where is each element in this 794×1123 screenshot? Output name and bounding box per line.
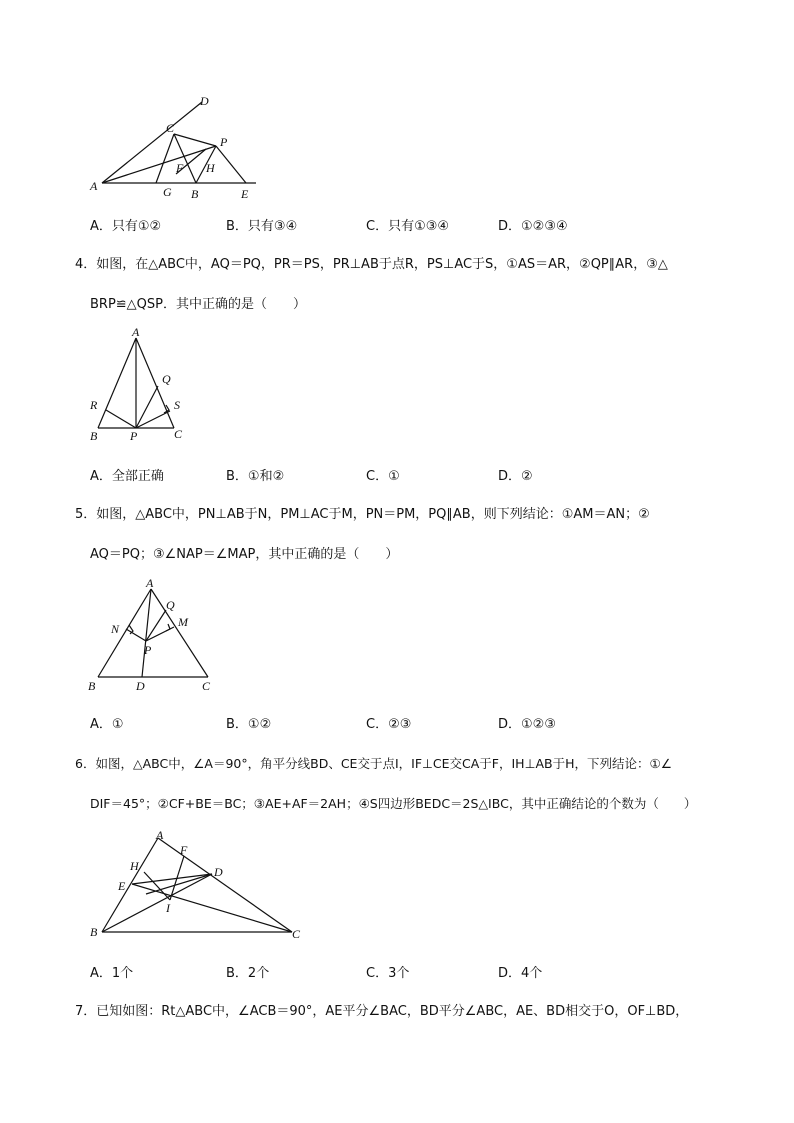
q5-option-d[interactable]: D．①②③ (498, 717, 556, 732)
label-D: D (214, 865, 223, 879)
label-B: B (88, 679, 96, 693)
label-B: B (191, 187, 199, 201)
figure-q5 (86, 577, 226, 695)
label-D: D (136, 679, 145, 693)
label-F: F (176, 161, 184, 175)
q6-option-a[interactable]: A．1个 (90, 966, 134, 981)
label-I: I (166, 901, 170, 915)
label-A: A (146, 577, 154, 590)
label-C: C (174, 427, 183, 441)
q4-option-c[interactable]: C．① (366, 469, 400, 484)
label-A: A (132, 328, 140, 339)
q4-option-b[interactable]: B．①和② (226, 469, 285, 484)
label-C: C (202, 679, 211, 693)
q3-option-d[interactable]: D．①②③④ (498, 219, 568, 234)
q3-option-a[interactable]: A．只有①② (90, 219, 162, 234)
label-Q: Q (166, 598, 175, 612)
label-E: E (118, 879, 126, 893)
q4-option-a[interactable]: A．全部正确 (90, 469, 164, 484)
q5-stem-line1: 5．如图，△ABC中，PN⊥AB于N，PM⊥AC于M，PN＝PM，PQ∥AB，则下列结论：①AM＝AN；② (75, 507, 650, 522)
q5-stem-line2: AQ＝PQ；③∠NAP＝∠MAP，其中正确的是（ ） (90, 547, 399, 562)
q4-stem-line2: BRP≌△QSP．其中正确的是（ ） (90, 297, 307, 312)
label-Q: Q (162, 372, 171, 386)
q4-option-d[interactable]: D．② (498, 469, 533, 484)
label-B: B (90, 429, 98, 443)
q3-option-c[interactable]: C．只有①③④ (366, 219, 450, 234)
q6-option-b[interactable]: B．2个 (226, 966, 270, 981)
label-C: C (292, 927, 301, 941)
label-P: P (220, 135, 228, 149)
label-B: B (90, 925, 98, 939)
figure-q4 (86, 328, 196, 446)
q5-option-a[interactable]: A．① (90, 717, 124, 732)
q7-stem-line1: 7．已知如图：Rt△ABC中，∠ACB＝90°，AE平分∠BAC，BD平分∠ABC，AE、BD相交于O，OF⊥BD， (75, 1004, 689, 1019)
label-S: S (174, 398, 180, 412)
label-N: N (111, 622, 120, 636)
figure-q3 (86, 92, 266, 202)
q5-option-c[interactable]: C．②③ (366, 717, 412, 732)
q6-option-d[interactable]: D．4个 (498, 966, 543, 981)
figure-q6 (86, 828, 306, 943)
label-G: G (163, 185, 172, 199)
q6-stem-line2: DIF＝45°；②CF+BE＝BC；③AE+AF＝2AH；④S四边形BEDC＝2S△IBC，其中正确结论的个数为（ ） (90, 796, 697, 811)
label-P: P (130, 429, 138, 443)
q6-option-c[interactable]: C．3个 (366, 966, 410, 981)
label-M: M (178, 615, 188, 629)
label-C: C (166, 121, 175, 135)
label-A: A (90, 179, 98, 193)
label-P: P (144, 643, 152, 657)
label-A: A (156, 828, 164, 842)
label-H: H (130, 859, 139, 873)
q3-option-b[interactable]: B．只有③④ (226, 219, 298, 234)
label-D: D (200, 94, 209, 108)
q4-stem-line1: 4．如图，在△ABC中，AQ＝PQ，PR＝PS，PR⊥AB于点R，PS⊥AC于S，①AS＝AR，②QP∥AR，③△ (75, 257, 668, 272)
label-H: H (206, 161, 215, 175)
q5-option-b[interactable]: B．①② (226, 717, 272, 732)
label-E: E (241, 187, 249, 201)
q6-stem-line1: 6．如图，△ABC中，∠A＝90°，角平分线BD、CE交于点I，IF⊥CE交CA于F，IH⊥AB于H，下列结论：①∠ (75, 756, 672, 771)
label-F: F (180, 843, 188, 857)
label-R: R (90, 398, 98, 412)
